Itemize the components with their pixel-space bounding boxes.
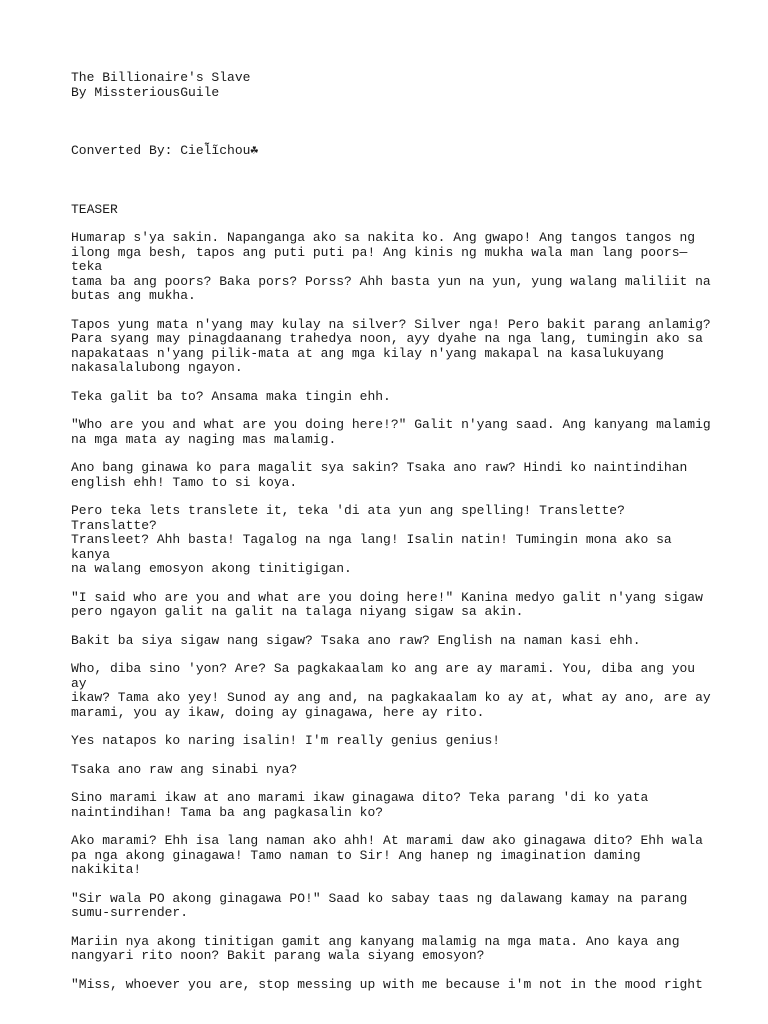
paragraph: Ano bang ginawa ko para magalit sya sakin? Tsaka ano raw? Hindi ko naintindihan english ehh! Tamo to si koya. [71,460,688,490]
paragraph: Teka galit ba to? Ansama maka tingin ehh. [71,388,391,404]
paragraph: Who, diba sino 'yon? Are? Sa pagkakaalam ko ang are ay marami. You, diba ang you ay ikaw? Tama ako yey! Sunod ay ang and, na pagkakaalam ko ay at, what ay ano, are ay marami, you ay ikaw, doing ay ginagawa, here ay rito. [71,661,711,720]
paragraph: Tapos yung mata n'yang may kulay na silver? Silver nga! Pero bakit parang anlamig? Para syang may pinagdaanang trahedya noon, ayy dyahe na nga lang, tumingin ako sa napakataas n'yang pilik-mata at ang mga kilay n'yang makapal na kasalukuyang nakasalalubong ngayon. [71,316,711,375]
paragraph: Tsaka ano raw ang sinabi nya? [71,761,298,777]
paragraph: "I said who are you and what are you doing here!" Kanina medyo galit n'yang sigaw pero ngayon galit na galit na talaga niyang sigaw sa akin. [71,589,703,619]
paragraph: Sino marami ikaw at ano marami ikaw ginagawa dito? Teka parang 'di ko yata naintindihan! Tama ba ang pagkasalin ko? [71,790,649,820]
paragraph: Ako marami? Ehh isa lang naman ako ahh! At marami daw ako ginagawa dito? Ehh wala pa nga akong ginagawa! Tamo naman to Sir! Ang hanep ng imagination daming nakikita! [71,833,703,877]
document-title: The Billionaire's Slave [71,70,251,85]
paragraph: Humarap s'ya sakin. Napanganga ako sa nakita ko. Ang gwapo! Ang tangos tangos ng ilong mga besh, tapos ang puti puti pa! Ang kinis ng mukha wala man lang poors—teka tama ba ang poors? Baka pors? Porss? Ahh basta yun na yun, yung walang maliliit na butas ang mukha. [71,230,711,303]
paragraph: "Who are you and what are you doing here!?" Galit n'yang saad. Ang kanyang malamig na mga mata ay naging mas malamig. [71,417,711,447]
paragraph: "Miss, whoever you are, stop messing up with me because i'm not in the mood right [71,976,703,992]
paragraph: Bakit ba siya sigaw nang sigaw? Tsaka ano raw? English na naman kasi ehh. [71,632,641,648]
section-title: TEASER [71,201,118,217]
paragraph: Yes natapos ko naring isalin! I'm really genius genius! [71,733,501,748]
converted-by-line: Converted By: Ciel̃ĩchou☘ [71,143,259,158]
paragraph: Mariin nya akong tinitigan gamit ang kanyang malamig na mga mata. Ano kaya ang nangyari rito noon? Bakit parang wala siyang emosyon? [71,933,680,963]
paragraph: "Sir wala PO akong ginagawa PO!" Saad ko sabay taas ng dalawang kamay na parang sumu-surrender. [71,890,688,920]
document-page [71,71,711,992]
document-author: By MissteriousGuile [71,84,220,100]
paragraph: Pero teka lets translete it, teka 'di ata yun ang spelling! Translette? Translatte? Transleet? Ahh basta! Tagalog na nga lang! Isalin natin! Tumingin mona ako sa kanya na walang emosyon akong tinitigigan. [71,503,672,576]
